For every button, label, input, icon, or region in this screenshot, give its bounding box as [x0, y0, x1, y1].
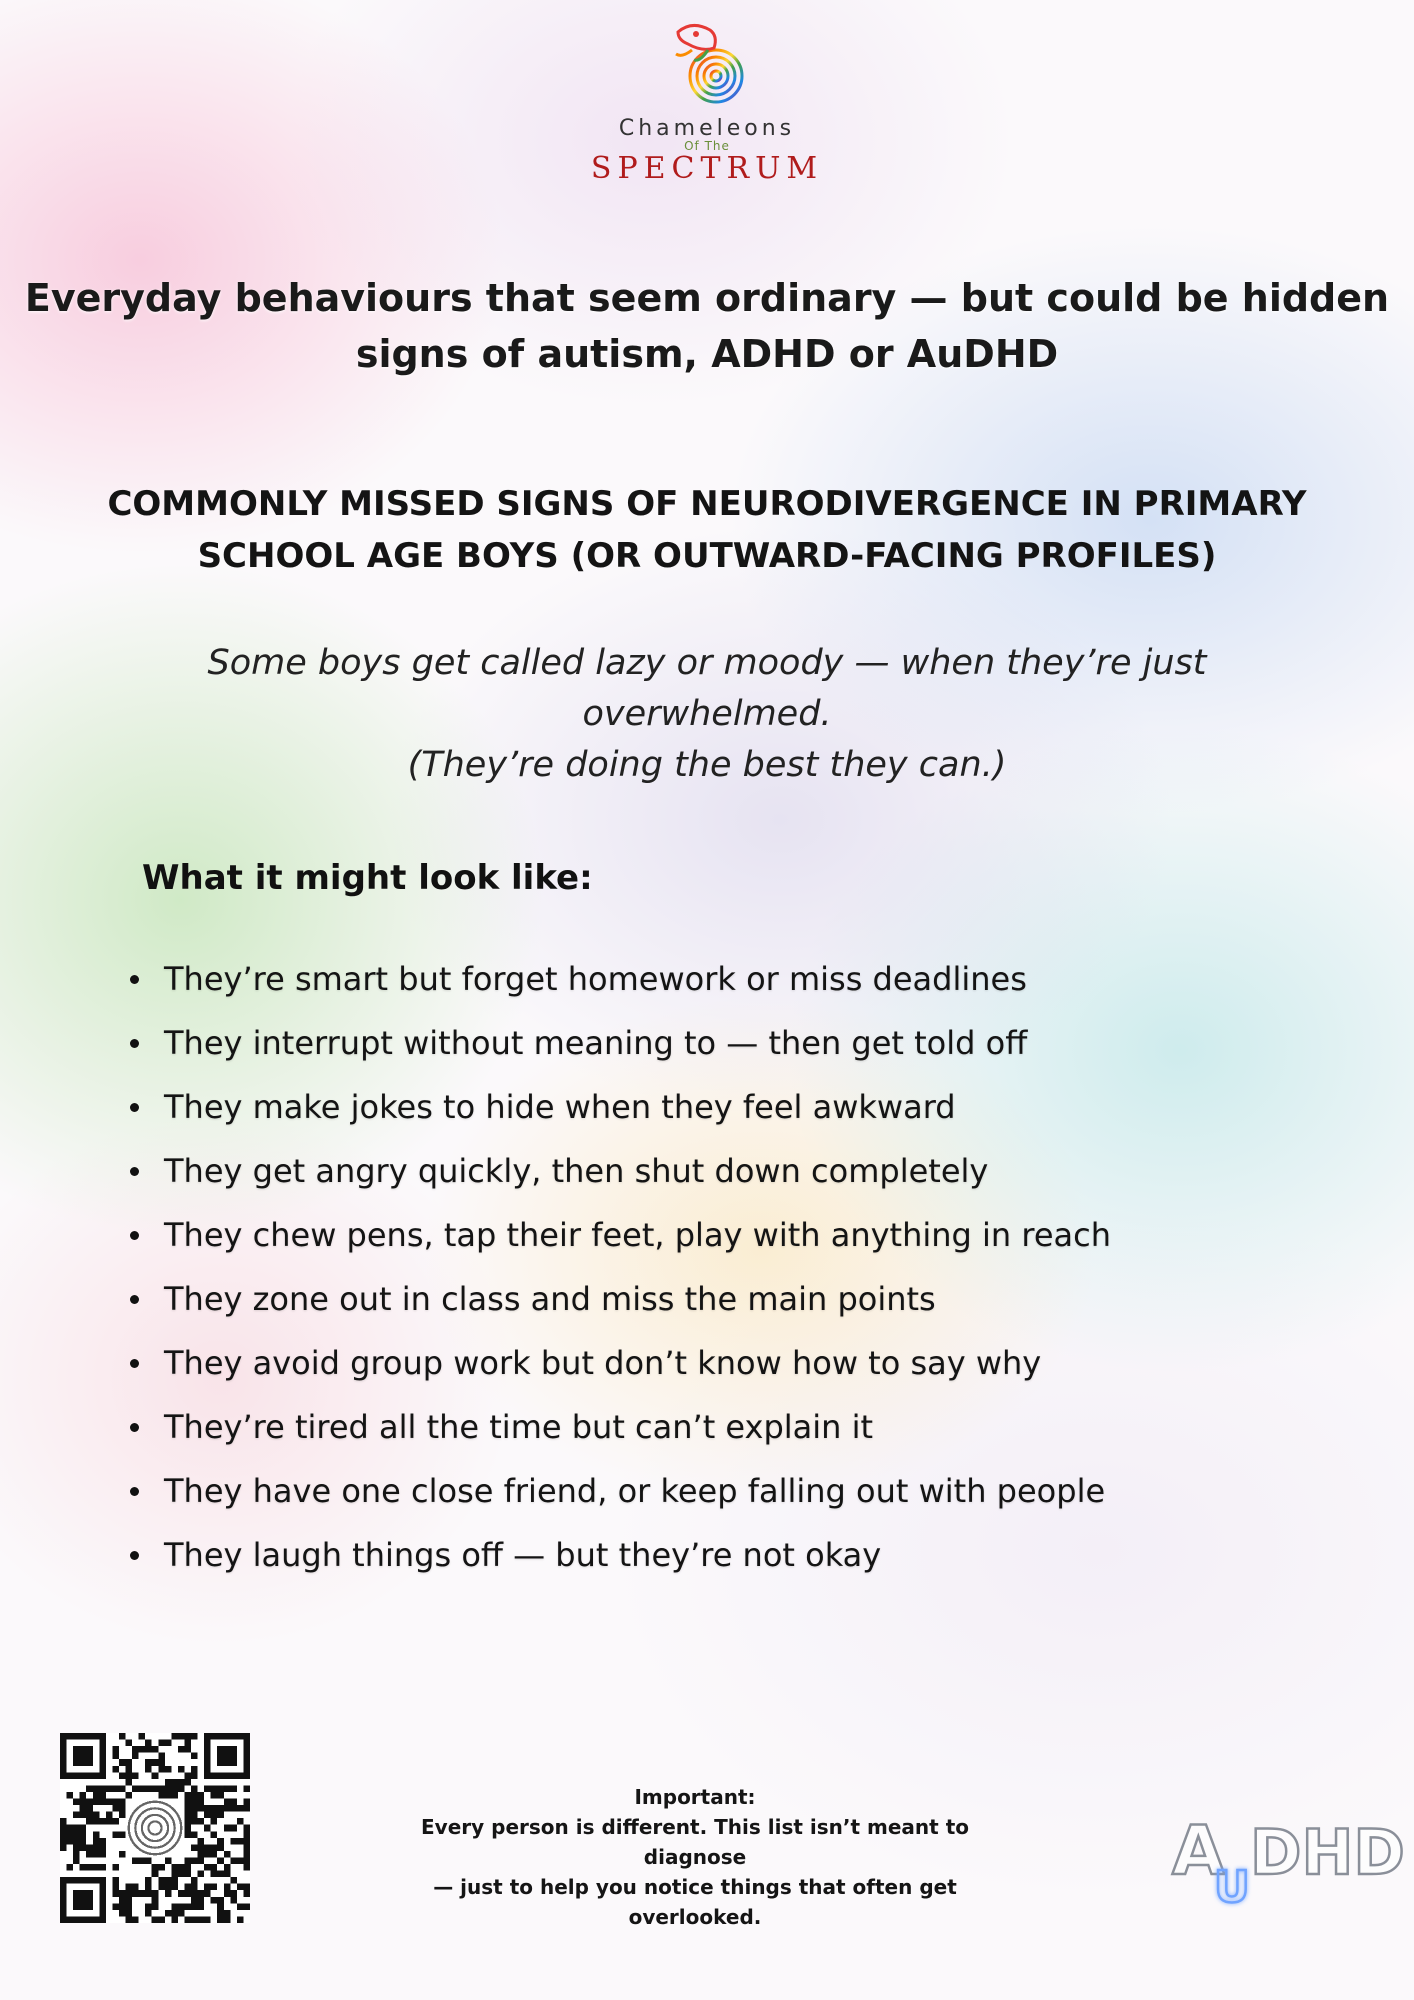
note-title: Important: [634, 1785, 756, 1809]
list-item-text: They zone out in class and miss the main points [164, 1280, 936, 1318]
tagline-line-2: overwhelmed. [582, 694, 832, 734]
logo-text-of-the: Of The [684, 139, 730, 153]
headline-line-2: signs of autism, ADHD or AuDHD [355, 332, 1059, 376]
list-title: What it might look like: [142, 858, 593, 898]
disclaimer-note [370, 1782, 1020, 1932]
list-item [126, 1400, 1326, 1464]
list-item [126, 1528, 1326, 1592]
list-item-text: They chew pens, tap their feet, play with anything in reach [164, 1216, 1111, 1254]
logo-text-spectrum: SPECTRUM [590, 151, 824, 186]
badge-letters-dhd: DHD [1250, 1816, 1405, 1889]
tagline-line-3: (They’re doing the best they can.) [407, 745, 1007, 785]
qr-code-icon[interactable] [60, 1733, 250, 1923]
bullet-icon [130, 1423, 139, 1432]
tagline-line-1: Some boys get called lazy or moody — when they’re just [207, 643, 1207, 683]
section-title-line-2: SCHOOL AGE BOYS (OR OUTWARD-FACING PROFILES) [197, 536, 1217, 576]
bullet-icon [130, 1295, 139, 1304]
bullet-icon [130, 1167, 139, 1176]
list-item-text: They’re tired all the time but can’t explain it [164, 1408, 874, 1446]
section-title [40, 478, 1374, 582]
brand-logo [0, 14, 1414, 186]
list-item [126, 1080, 1326, 1144]
bullet-icon [130, 1231, 139, 1240]
list-item-text: They laugh things off — but they’re not okay [164, 1536, 882, 1574]
section-title-line-1: COMMONLY MISSED SIGNS OF NEURODIVERGENCE IN PRIMARY [107, 484, 1307, 524]
chameleon-spiral-icon [652, 14, 762, 114]
list-item-text: They have one close friend, or keep falling out with people [164, 1472, 1106, 1510]
list-item [126, 1272, 1326, 1336]
logo-text-chameleons: Chameleons [618, 116, 796, 141]
list-item [126, 1144, 1326, 1208]
audhd-badge-icon [1170, 1798, 1405, 1913]
page-headline [20, 270, 1394, 382]
bullet-icon [130, 1039, 139, 1048]
list-item [126, 1336, 1326, 1400]
note-line-2: — just to help you notice things that often get [433, 1875, 957, 1899]
note-line-1: Every person is different. This list isn’t meant to diagnose [421, 1815, 969, 1869]
badge-letter-a: A [1172, 1812, 1225, 1891]
list-item-text: They avoid group work but don’t know how to say why [164, 1344, 1042, 1382]
list-item [126, 952, 1326, 1016]
list-item-text: They’re smart but forget homework or miss deadlines [164, 960, 1027, 998]
list-item-text: They make jokes to hide when they feel awkward [164, 1088, 956, 1126]
headline-line-1: Everyday behaviours that seem ordinary — but could be hidden [24, 276, 1390, 320]
signs-list [126, 952, 1326, 1592]
bullet-icon [130, 1551, 139, 1560]
list-item [126, 1464, 1326, 1528]
bullet-icon [130, 1103, 139, 1112]
tagline [100, 638, 1314, 791]
bullet-icon [130, 1359, 139, 1368]
bullet-icon [130, 975, 139, 984]
list-item-text: They interrupt without meaning to — then get told off [164, 1024, 1028, 1062]
note-line-3: overlooked. [628, 1905, 762, 1929]
list-item-text: They get angry quickly, then shut down completely [164, 1152, 989, 1190]
list-item [126, 1208, 1326, 1272]
bullet-icon [130, 1487, 139, 1496]
list-item [126, 1016, 1326, 1080]
badge-letter-u: U [1214, 1862, 1250, 1913]
